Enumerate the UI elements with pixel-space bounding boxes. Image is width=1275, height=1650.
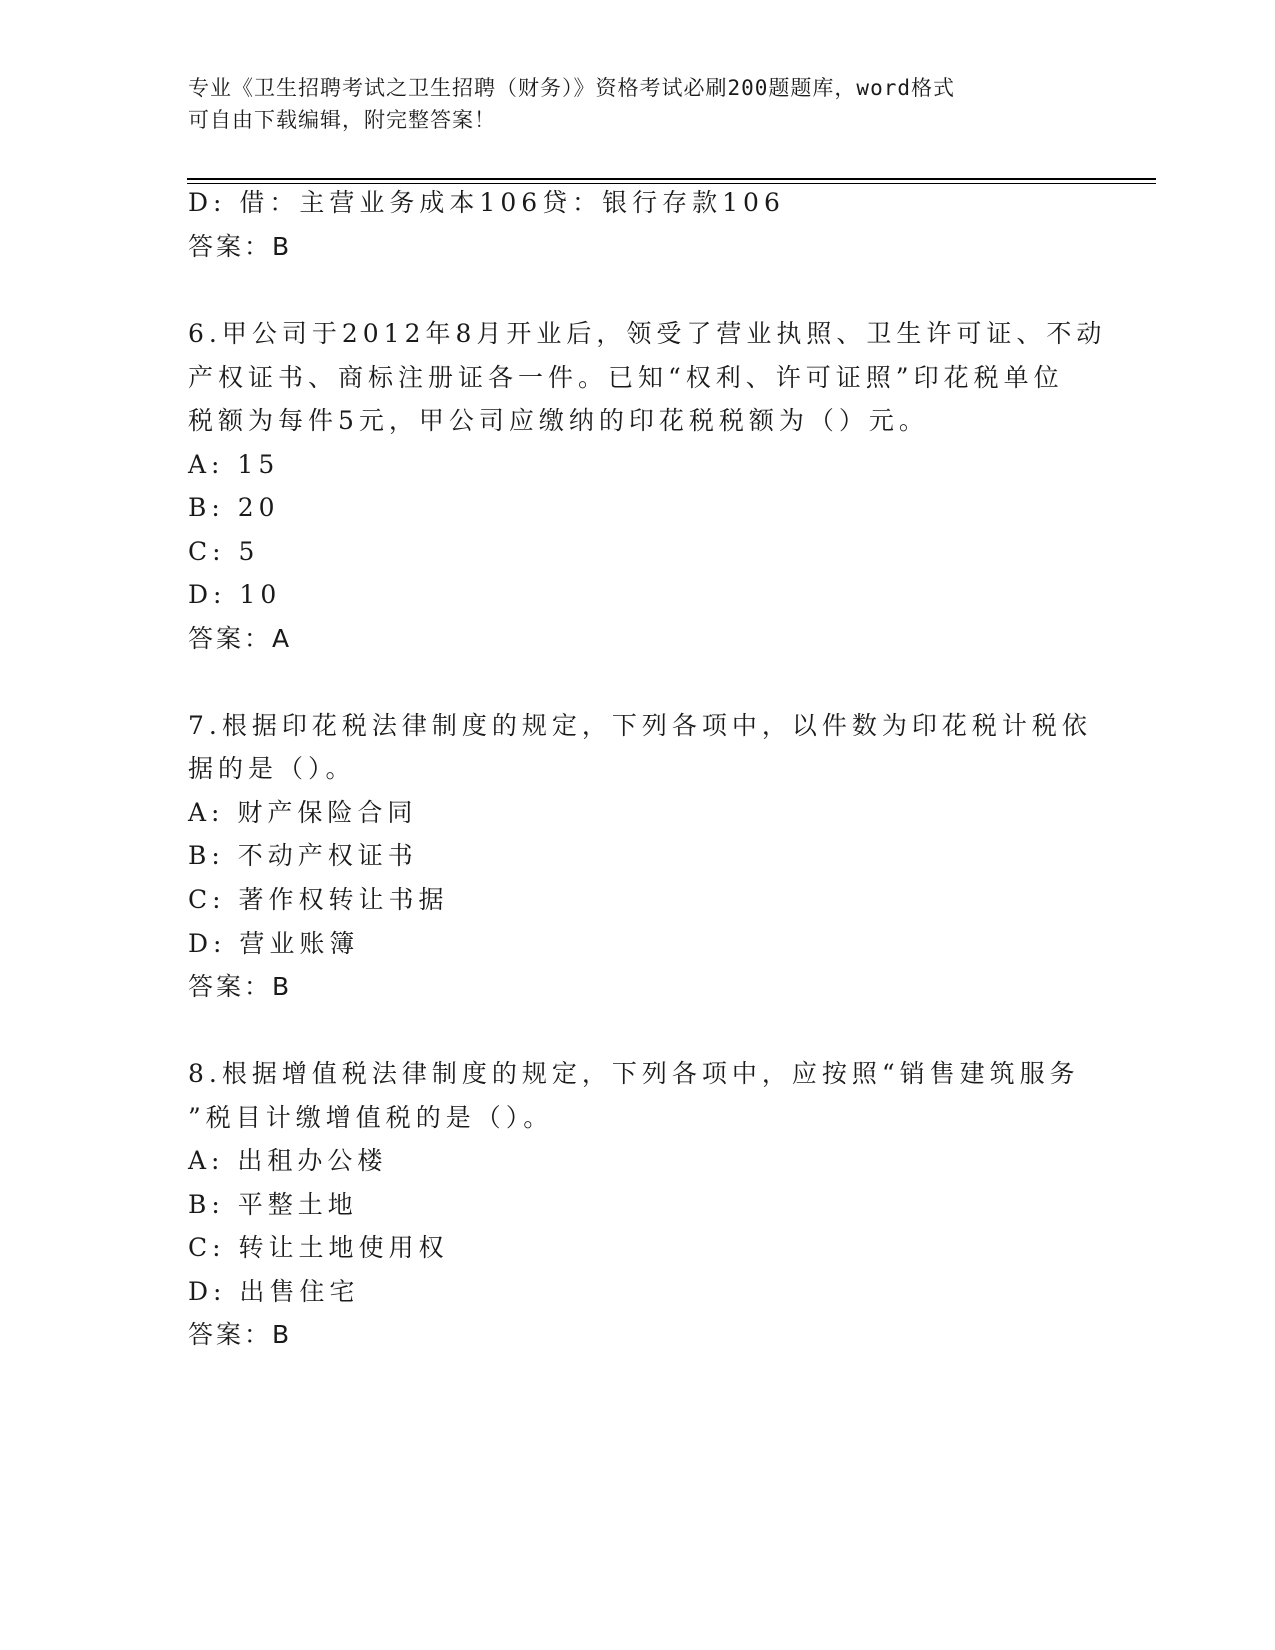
- header-divider-thick: [187, 178, 1156, 180]
- header-title-line-2: 可自由下载编辑，附完整答案！: [188, 108, 496, 132]
- prev-question-option-d: D: 借：主营业务成本106贷：银行存款106: [188, 188, 785, 217]
- q6-option-b: B: 20: [188, 493, 280, 522]
- q8-stem-line-1: 8.根据增值税法律制度的规定，下列各项中，应按照“销售建筑服务: [188, 1059, 1080, 1088]
- q7-answer: 答案：B: [188, 972, 293, 1001]
- q8-option-d: D: 出售住宅: [188, 1277, 360, 1306]
- q7-option-a: A: 财产保险合同: [188, 798, 418, 827]
- header-title-line-1: 专业《卫生招聘考试之卫生招聘（财务）》资格考试必刷200题题库，word格式: [188, 76, 955, 100]
- q8-option-a: A: 出租办公楼: [188, 1146, 388, 1175]
- q6-option-a: A: 15: [188, 450, 280, 479]
- q7-stem-line-1: 7.根据印花税法律制度的规定，下列各项中，以件数为印花税计税依: [188, 711, 1092, 740]
- prev-question-answer: 答案：B: [188, 232, 293, 261]
- q6-option-c: C: 5: [188, 537, 260, 566]
- q6-option-d: D: 10: [188, 580, 282, 609]
- q7-stem-line-2: 据的是（）。: [188, 754, 356, 783]
- q8-option-b: B: 平整土地: [188, 1190, 358, 1219]
- header-divider-thin: [187, 183, 1156, 184]
- q6-stem-line-1: 6.甲公司于2012年8月开业后，领受了营业执照、卫生许可证、不动: [188, 319, 1107, 348]
- q8-answer: 答案：B: [188, 1320, 293, 1349]
- q6-stem-line-3: 税额为每件5元，甲公司应缴纳的印花税税额为（）元。: [188, 406, 929, 435]
- document-header: [188, 72, 1088, 136]
- q7-option-d: D: 营业账簿: [188, 929, 360, 958]
- q7-option-c: C: 著作权转让书据: [188, 885, 449, 914]
- q8-stem-line-2: ”税目计缴增值税的是（）。: [188, 1103, 554, 1132]
- q6-stem-line-2: 产权证书、商标注册证各一件。已知“权利、许可证照”印花税单位: [188, 363, 1064, 392]
- q7-option-b: B: 不动产权证书: [188, 841, 418, 870]
- q6-answer: 答案：A: [188, 624, 293, 653]
- q8-option-c: C: 转让土地使用权: [188, 1233, 449, 1262]
